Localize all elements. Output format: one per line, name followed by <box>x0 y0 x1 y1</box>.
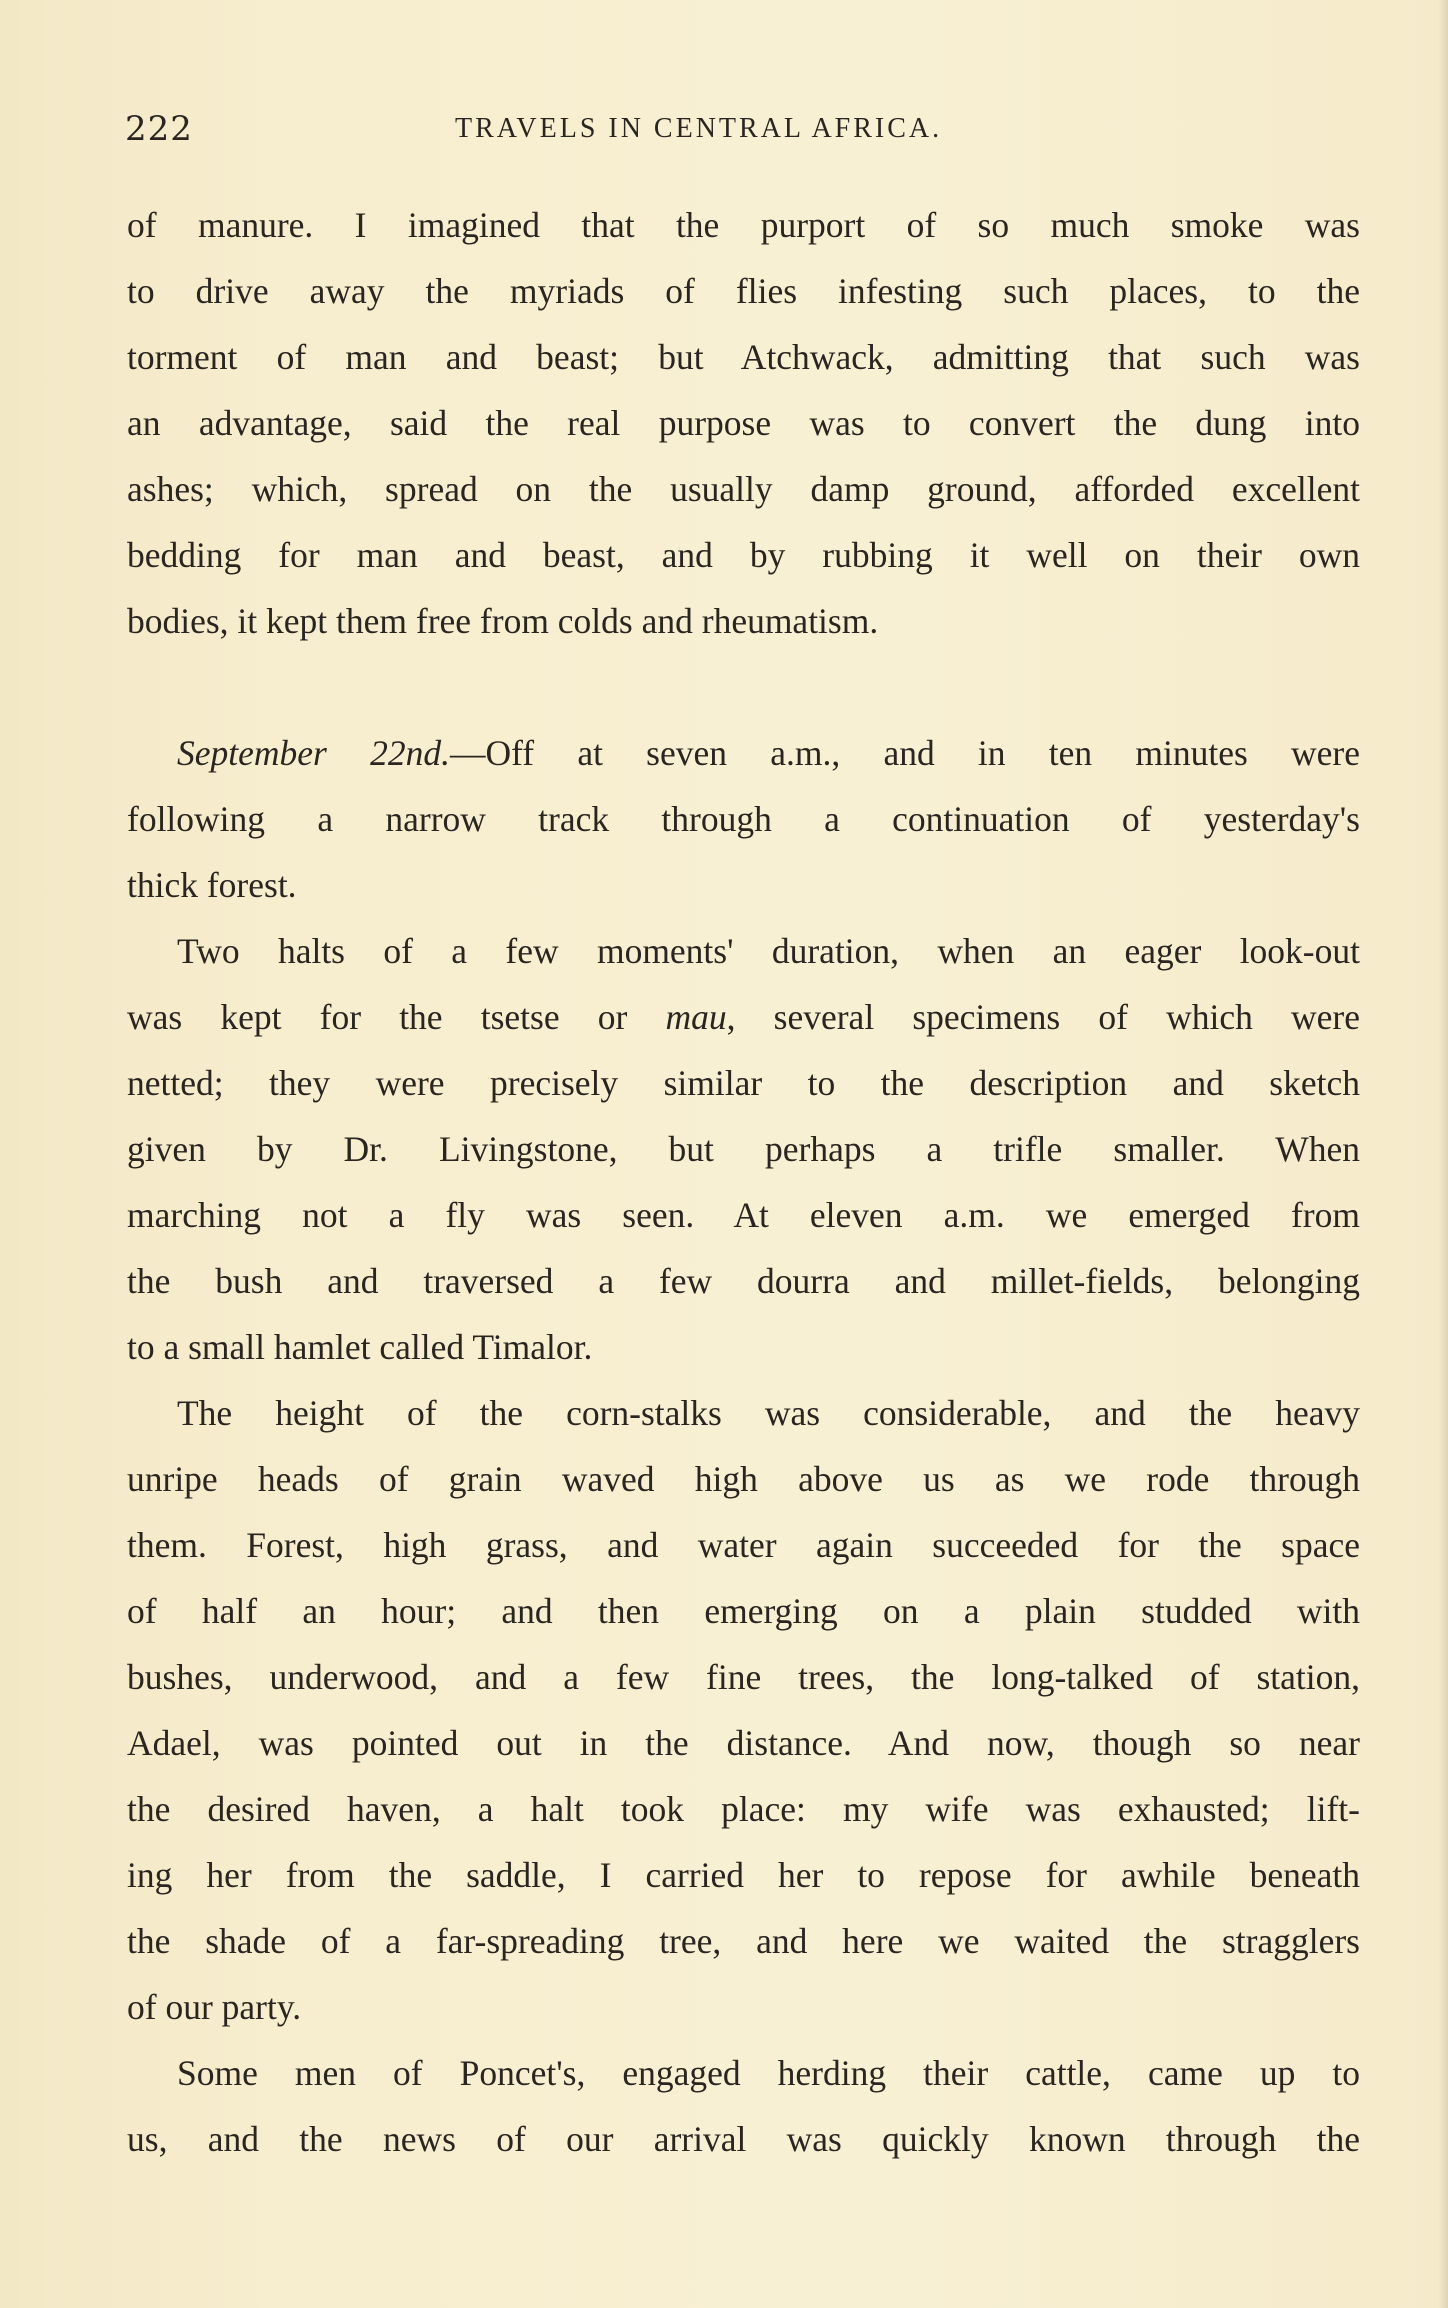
text-line: ashes; which, spread on the usually damp ground, afforded excellent <box>127 469 1360 509</box>
section-gap <box>127 654 1360 720</box>
text-line: an advantage, said the real purpose was to convert the dung into <box>127 403 1360 443</box>
running-title: TRAVELS IN CENTRAL AFRICA. <box>455 113 943 144</box>
running-head <box>125 104 1360 154</box>
text-line: unripe heads of grain waved high above us as we rode through <box>127 1459 1360 1499</box>
text-line: the shade of a far-spreading tree, and here we waited the stragglers <box>127 1921 1360 1961</box>
text-line: Some men of Poncet's, engaged herding their cattle, came up to <box>177 2053 1360 2093</box>
text-line: bodies, it kept them free from colds and rheumatism. <box>127 601 879 641</box>
text-line: of manure. I imagined that the purport of so much smoke was <box>127 205 1360 245</box>
text-line: Adael, was pointed out in the distance. And now, though so near <box>127 1723 1360 1763</box>
text-line: ing her from the saddle, I carried her to repose for awhile beneath <box>127 1855 1360 1895</box>
text-line: the bush and traversed a few dourra and millet-fields, belonging <box>127 1261 1360 1301</box>
text-line: us, and the news of our arrival was quickly known through the <box>127 2119 1360 2159</box>
text-line <box>127 720 1360 786</box>
paragraph-3 <box>127 918 1360 1380</box>
text-line: torment of man and beast; but Atchwack, admitting that such was <box>127 337 1360 377</box>
text-line: them. Forest, high grass, and water again succeeded for the space <box>127 1525 1360 1565</box>
text-span: was kept for the tsetse or <box>127 997 666 1037</box>
text-line: The height of the corn-stalks was considerable, and the heavy <box>177 1393 1360 1433</box>
text-line: of our party. <box>127 1987 302 2027</box>
text-line <box>127 984 1360 1050</box>
text-line: of half an hour; and then emerging on a plain studded with <box>127 1591 1360 1631</box>
paragraph-1 <box>127 192 1360 654</box>
italic-term: mau <box>665 997 727 1037</box>
text-span: —Off at seven a.m., and in ten minutes were <box>449 733 1360 773</box>
body-text <box>127 192 1360 2172</box>
page-number: 222 <box>125 109 193 149</box>
text-span: , several specimens of which were <box>726 997 1360 1037</box>
page-edge-shadow <box>1438 0 1448 2308</box>
text-line: given by Dr. Livingstone, but perhaps a trifle smaller. When <box>127 1129 1360 1169</box>
text-line: marching not a fly was seen. At eleven a.m. we emerged from <box>127 1195 1360 1235</box>
text-line: thick forest. <box>127 865 297 905</box>
text-line: the desired haven, a halt took place: my wife was exhausted; lift- <box>127 1789 1360 1829</box>
paragraph-2 <box>127 720 1360 918</box>
text-line: following a narrow track through a continuation of yesterday's <box>127 799 1360 839</box>
paragraph-4 <box>127 1380 1360 2040</box>
text-line: Two halts of a few moments' duration, when an eager look-out <box>177 931 1360 971</box>
paragraph-5 <box>127 2040 1360 2172</box>
date-label: September 22nd. <box>177 733 450 773</box>
text-line: bushes, underwood, and a few fine trees, the long-talked of station, <box>127 1657 1360 1697</box>
text-line: to drive away the myriads of flies infesting such places, to the <box>127 271 1360 311</box>
text-line: netted; they were precisely similar to the description and sketch <box>127 1063 1360 1103</box>
text-line: bedding for man and beast, and by rubbing it well on their own <box>127 535 1360 575</box>
text-line: to a small hamlet called Timalor. <box>127 1327 593 1367</box>
